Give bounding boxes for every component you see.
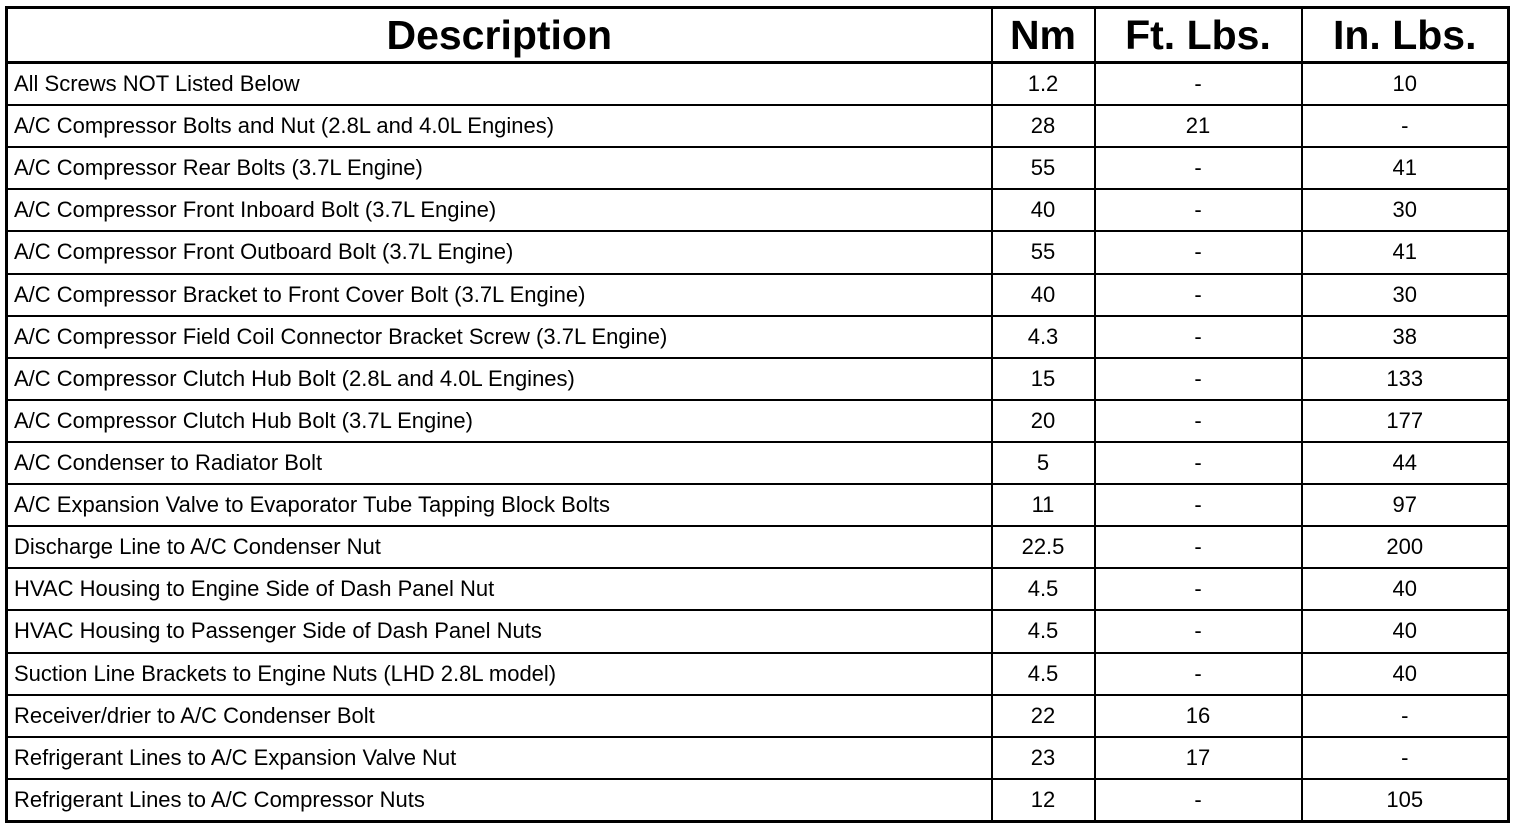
cell-ft-lbs: - — [1095, 526, 1302, 568]
table-row — [7, 105, 1509, 147]
cell-description: A/C Compressor Field Coil Connector Bracket Screw (3.7L Engine) — [7, 316, 992, 358]
cell-description: A/C Condenser to Radiator Bolt — [7, 442, 992, 484]
column-header-ft-lbs: Ft. Lbs. — [1095, 8, 1302, 63]
cell-in-lbs: 177 — [1302, 400, 1509, 442]
cell-in-lbs: 105 — [1302, 779, 1509, 822]
cell-nm: 28 — [992, 105, 1095, 147]
column-header-in-lbs: In. Lbs. — [1302, 8, 1509, 63]
cell-in-lbs: 97 — [1302, 484, 1509, 526]
column-header-nm: Nm — [992, 8, 1095, 63]
table-row — [7, 189, 1509, 231]
cell-description: A/C Compressor Clutch Hub Bolt (2.8L and 4.0L Engines) — [7, 358, 992, 400]
cell-ft-lbs: - — [1095, 147, 1302, 189]
cell-nm: 20 — [992, 400, 1095, 442]
cell-nm: 4.5 — [992, 610, 1095, 652]
cell-description: All Screws NOT Listed Below — [7, 63, 992, 106]
table-row — [7, 231, 1509, 273]
cell-in-lbs: 44 — [1302, 442, 1509, 484]
cell-nm: 23 — [992, 737, 1095, 779]
table-row — [7, 610, 1509, 652]
cell-description: HVAC Housing to Engine Side of Dash Panel Nut — [7, 568, 992, 610]
column-header-description: Description — [7, 8, 992, 63]
cell-description: Refrigerant Lines to A/C Compressor Nuts — [7, 779, 992, 822]
cell-description: A/C Compressor Clutch Hub Bolt (3.7L Engine) — [7, 400, 992, 442]
cell-ft-lbs: - — [1095, 358, 1302, 400]
cell-description: A/C Compressor Bracket to Front Cover Bolt (3.7L Engine) — [7, 274, 992, 316]
cell-in-lbs: 40 — [1302, 653, 1509, 695]
cell-description: A/C Expansion Valve to Evaporator Tube Tapping Block Bolts — [7, 484, 992, 526]
header-row — [7, 8, 1509, 63]
cell-nm: 40 — [992, 189, 1095, 231]
cell-in-lbs: 10 — [1302, 63, 1509, 106]
cell-description: HVAC Housing to Passenger Side of Dash Panel Nuts — [7, 610, 992, 652]
cell-nm: 4.5 — [992, 568, 1095, 610]
cell-ft-lbs: - — [1095, 779, 1302, 822]
cell-in-lbs: 30 — [1302, 189, 1509, 231]
cell-ft-lbs: - — [1095, 63, 1302, 106]
cell-description: A/C Compressor Bolts and Nut (2.8L and 4.0L Engines) — [7, 105, 992, 147]
cell-in-lbs: - — [1302, 105, 1509, 147]
cell-description: A/C Compressor Front Outboard Bolt (3.7L Engine) — [7, 231, 992, 273]
cell-ft-lbs: - — [1095, 442, 1302, 484]
cell-nm: 40 — [992, 274, 1095, 316]
cell-in-lbs: 30 — [1302, 274, 1509, 316]
cell-ft-lbs: - — [1095, 231, 1302, 273]
cell-ft-lbs: - — [1095, 189, 1302, 231]
cell-ft-lbs: 17 — [1095, 737, 1302, 779]
cell-in-lbs: 40 — [1302, 610, 1509, 652]
cell-ft-lbs: - — [1095, 274, 1302, 316]
cell-description: Refrigerant Lines to A/C Expansion Valve Nut — [7, 737, 992, 779]
cell-ft-lbs: - — [1095, 400, 1302, 442]
cell-nm: 55 — [992, 231, 1095, 273]
cell-nm: 11 — [992, 484, 1095, 526]
cell-ft-lbs: 21 — [1095, 105, 1302, 147]
cell-nm: 55 — [992, 147, 1095, 189]
table-row — [7, 274, 1509, 316]
cell-nm: 22 — [992, 695, 1095, 737]
table-row — [7, 695, 1509, 737]
cell-nm: 1.2 — [992, 63, 1095, 106]
cell-in-lbs: 133 — [1302, 358, 1509, 400]
cell-in-lbs: 41 — [1302, 147, 1509, 189]
cell-ft-lbs: - — [1095, 568, 1302, 610]
cell-description: A/C Compressor Rear Bolts (3.7L Engine) — [7, 147, 992, 189]
table-row — [7, 400, 1509, 442]
cell-in-lbs: 41 — [1302, 231, 1509, 273]
table-row — [7, 526, 1509, 568]
cell-in-lbs: 40 — [1302, 568, 1509, 610]
cell-in-lbs: - — [1302, 737, 1509, 779]
table-row — [7, 63, 1509, 106]
cell-nm: 4.3 — [992, 316, 1095, 358]
table-row — [7, 316, 1509, 358]
table-row — [7, 737, 1509, 779]
cell-description: Discharge Line to A/C Condenser Nut — [7, 526, 992, 568]
table-row — [7, 779, 1509, 822]
torque-spec-table — [5, 6, 1510, 823]
cell-ft-lbs: - — [1095, 316, 1302, 358]
cell-nm: 5 — [992, 442, 1095, 484]
cell-ft-lbs: - — [1095, 653, 1302, 695]
table-row — [7, 484, 1509, 526]
table-body — [7, 63, 1509, 822]
table-row — [7, 568, 1509, 610]
cell-nm: 12 — [992, 779, 1095, 822]
cell-in-lbs: - — [1302, 695, 1509, 737]
cell-description: Suction Line Brackets to Engine Nuts (LHD 2.8L model) — [7, 653, 992, 695]
cell-description: Receiver/drier to A/C Condenser Bolt — [7, 695, 992, 737]
table-row — [7, 442, 1509, 484]
cell-description: A/C Compressor Front Inboard Bolt (3.7L Engine) — [7, 189, 992, 231]
cell-ft-lbs: - — [1095, 610, 1302, 652]
table-row — [7, 358, 1509, 400]
cell-nm: 22.5 — [992, 526, 1095, 568]
table-row — [7, 147, 1509, 189]
cell-nm: 4.5 — [992, 653, 1095, 695]
cell-nm: 15 — [992, 358, 1095, 400]
table-row — [7, 653, 1509, 695]
cell-ft-lbs: - — [1095, 484, 1302, 526]
cell-ft-lbs: 16 — [1095, 695, 1302, 737]
cell-in-lbs: 200 — [1302, 526, 1509, 568]
cell-in-lbs: 38 — [1302, 316, 1509, 358]
